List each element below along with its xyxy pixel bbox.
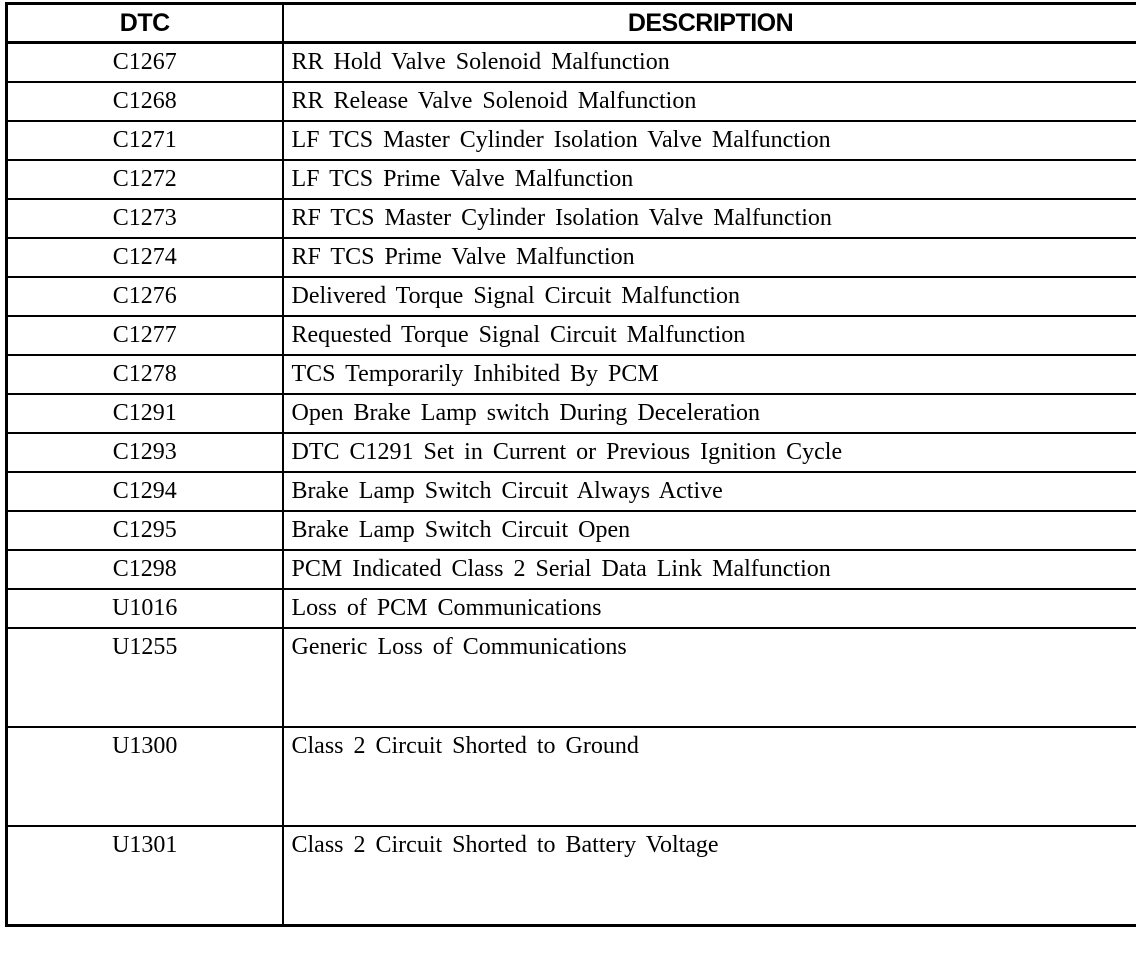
description-cell: LF TCS Prime Valve Malfunction (283, 160, 1136, 199)
dtc-code-cell: C1277 (7, 316, 283, 355)
dtc-code-cell: C1276 (7, 277, 283, 316)
description-cell: Brake Lamp Switch Circuit Open (283, 511, 1136, 550)
dtc-column-header: DTC (7, 4, 283, 43)
dtc-code-cell: C1274 (7, 238, 283, 277)
dtc-code-cell: C1298 (7, 550, 283, 589)
description-cell: RR Hold Valve Solenoid Malfunction (283, 43, 1136, 83)
table-row (7, 628, 1136, 727)
dtc-code-cell: C1294 (7, 472, 283, 511)
table-row (7, 277, 1136, 316)
dtc-code-cell: C1271 (7, 121, 283, 160)
description-cell: TCS Temporarily Inhibited By PCM (283, 355, 1136, 394)
table-row (7, 394, 1136, 433)
table-row (7, 355, 1136, 394)
table-row (7, 121, 1136, 160)
description-cell: Generic Loss of Communications (283, 628, 1136, 727)
description-cell: LF TCS Master Cylinder Isolation Valve Malfunction (283, 121, 1136, 160)
table-row (7, 433, 1136, 472)
description-cell: Delivered Torque Signal Circuit Malfunction (283, 277, 1136, 316)
table-row (7, 826, 1136, 926)
dtc-code-cell: C1273 (7, 199, 283, 238)
table-row (7, 82, 1136, 121)
table-row (7, 550, 1136, 589)
dtc-code-cell: C1272 (7, 160, 283, 199)
dtc-code-cell: U1300 (7, 727, 283, 826)
table-row (7, 511, 1136, 550)
description-cell: RF TCS Master Cylinder Isolation Valve Malfunction (283, 199, 1136, 238)
description-cell: Open Brake Lamp switch During Deceleration (283, 394, 1136, 433)
dtc-code-cell: C1267 (7, 43, 283, 83)
dtc-code-cell: C1278 (7, 355, 283, 394)
table-row (7, 160, 1136, 199)
description-cell: Class 2 Circuit Shorted to Battery Voltage (283, 826, 1136, 926)
dtc-code-cell: U1301 (7, 826, 283, 926)
dtc-code-cell: C1291 (7, 394, 283, 433)
table-row (7, 727, 1136, 826)
header-row (7, 4, 1136, 43)
description-cell: RF TCS Prime Valve Malfunction (283, 238, 1136, 277)
description-cell: RR Release Valve Solenoid Malfunction (283, 82, 1136, 121)
description-column-header: DESCRIPTION (283, 4, 1136, 43)
description-cell: Class 2 Circuit Shorted to Ground (283, 727, 1136, 826)
table-row (7, 589, 1136, 628)
dtc-code-cell: U1016 (7, 589, 283, 628)
description-cell: Brake Lamp Switch Circuit Always Active (283, 472, 1136, 511)
table-row (7, 472, 1136, 511)
dtc-code-cell: C1268 (7, 82, 283, 121)
description-cell: Loss of PCM Communications (283, 589, 1136, 628)
dtc-code-cell: C1295 (7, 511, 283, 550)
dtc-table (5, 2, 1136, 927)
table-row (7, 238, 1136, 277)
table-row (7, 199, 1136, 238)
table-row (7, 316, 1136, 355)
description-cell: PCM Indicated Class 2 Serial Data Link Malfunction (283, 550, 1136, 589)
dtc-code-cell: C1293 (7, 433, 283, 472)
table-row (7, 43, 1136, 83)
description-cell: DTC C1291 Set in Current or Previous Ignition Cycle (283, 433, 1136, 472)
dtc-code-cell: U1255 (7, 628, 283, 727)
description-cell: Requested Torque Signal Circuit Malfunction (283, 316, 1136, 355)
